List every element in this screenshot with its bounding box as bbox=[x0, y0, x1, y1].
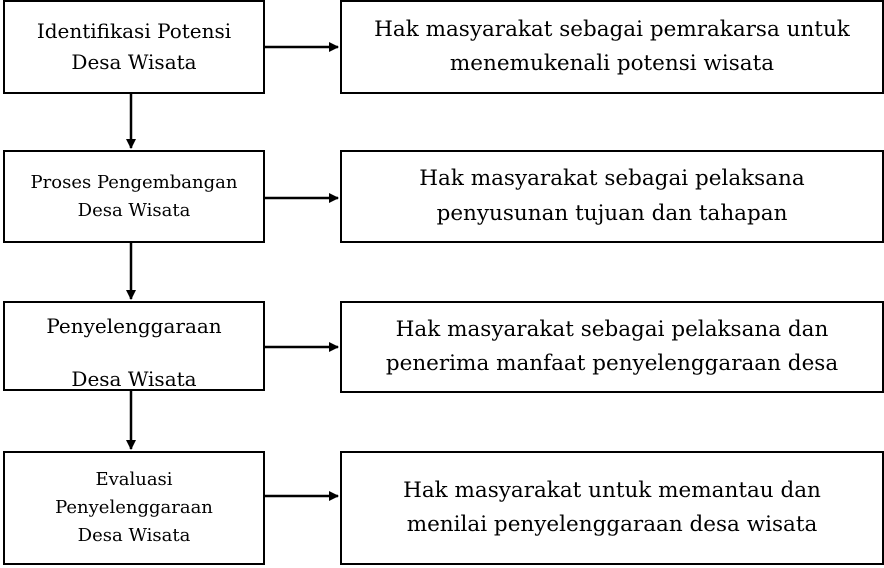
step-4-line-3: Desa Wisata bbox=[77, 524, 191, 546]
step-3-line-1: Penyelenggaraan bbox=[46, 314, 222, 338]
step-proses-pengembangan-box bbox=[3, 150, 265, 243]
right-memantau-box bbox=[340, 451, 884, 565]
step-1-line-2: Desa Wisata bbox=[71, 50, 197, 74]
step-penyelenggaraan-box bbox=[3, 301, 265, 391]
right-3-line-2: penerima manfaat penyelenggaraan desa bbox=[385, 351, 839, 376]
right-1-line-2: menemukenali potensi wisata bbox=[449, 51, 775, 76]
step-1-line-1: Identifikasi Potensi bbox=[36, 19, 232, 43]
right-2-line-2: penyusunan tujuan dan tahapan bbox=[436, 200, 788, 226]
step-3-line-2: Desa Wisata bbox=[71, 367, 197, 386]
right-2-line-1: Hak masyarakat sebagai pelaksana bbox=[419, 166, 805, 192]
step-evaluasi-box bbox=[3, 451, 265, 565]
right-4-line-1: Hak masyarakat untuk memantau dan bbox=[403, 477, 821, 503]
step-4-line-1: Evaluasi bbox=[95, 469, 173, 491]
step-2-line-2: Desa Wisata bbox=[77, 199, 191, 221]
right-penerima-manfaat-box bbox=[340, 301, 884, 393]
right-pelaksana-tujuan-box bbox=[340, 150, 884, 243]
right-1-line-1: Hak masyarakat sebagai pemrakarsa untuk bbox=[374, 16, 850, 42]
right-pemrakarsa-box bbox=[340, 0, 884, 94]
step-2-line-1: Proses Pengembangan bbox=[30, 171, 238, 193]
right-4-line-2: menilai penyelenggaraan desa wisata bbox=[406, 512, 818, 537]
right-3-line-1: Hak masyarakat sebagai pelaksana dan bbox=[395, 316, 829, 342]
step-4-line-2: Penyelenggaraan bbox=[55, 497, 213, 519]
step-identifikasi-box bbox=[3, 0, 265, 94]
